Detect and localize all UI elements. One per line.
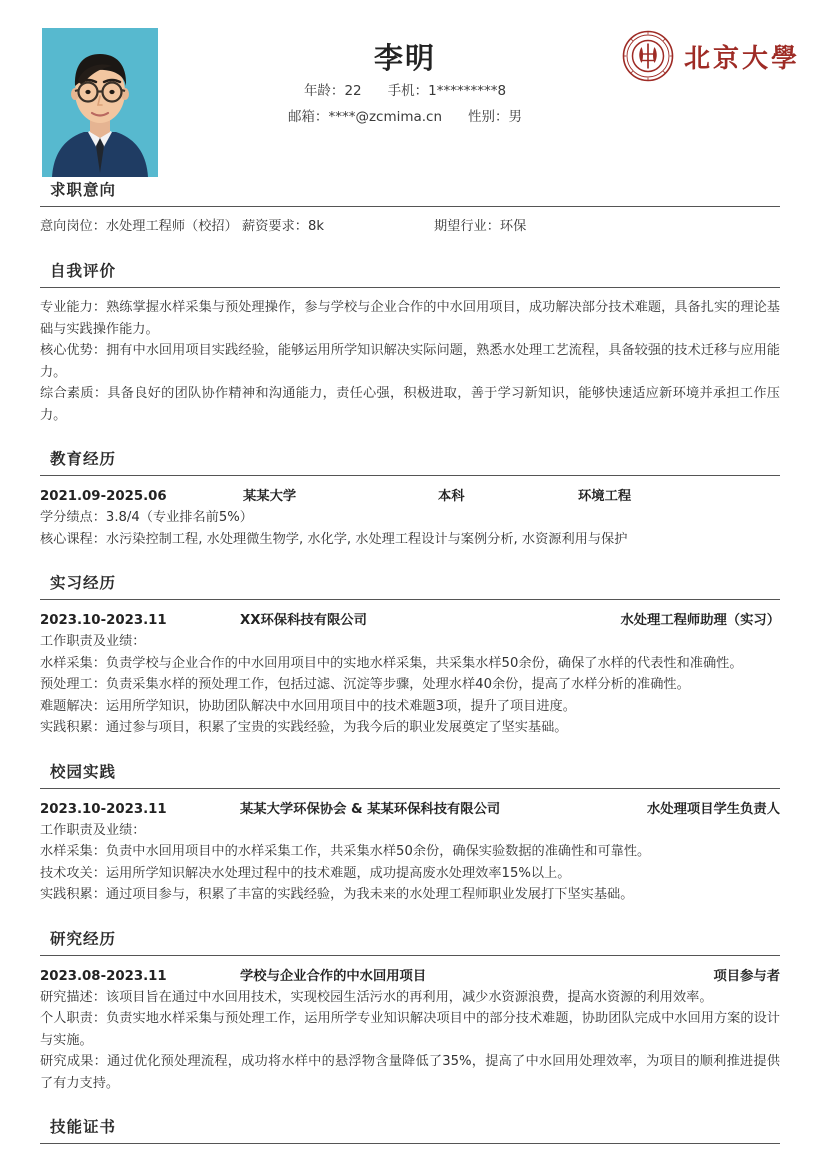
education-major: 环境工程: [578, 489, 632, 504]
internship-detail-line: 工作职责及业绩：: [40, 634, 146, 649]
internship-entry: [40, 609, 780, 739]
education-school: 某某大学: [243, 489, 297, 504]
profile-photo: [42, 28, 158, 177]
section-title-campus-practice: 校园实践: [40, 760, 780, 789]
age-value: 22: [344, 83, 362, 99]
school-logo: [622, 30, 800, 82]
campus-practice-detail-line: 技术攻关：运用所学知识解决水处理过程中的技术难题，成功提高废水处理效率15%以上。: [40, 865, 571, 881]
research-entry: [40, 965, 780, 1095]
page-title: 李明: [373, 41, 436, 75]
phone-label: 手机：: [387, 83, 429, 99]
research-detail-line: 个人职责：负责实地水样采集与预处理工作，运用所学专业知识解决项目中的部分技术难题，协助团队完成中水回用方案的设计与实施。: [40, 1011, 780, 1048]
profile-photo-image: [42, 28, 158, 177]
campus-practice-entry: [40, 798, 780, 906]
campus-practice-detail-line: 工作职责及业绩：: [40, 822, 146, 838]
university-seal-icon: [622, 30, 674, 82]
age-label: 年龄：: [303, 83, 345, 99]
meta-row-2: [190, 104, 620, 130]
research-detail-line: 研究描述：该项目旨在通过中水回用技术，实现校园生活污水的再利用，减少水资源浪费，提高水资源的利用效率。: [40, 989, 713, 1005]
education-date: 2021.09-2025.06: [40, 489, 167, 504]
job-intention-right: 期望行业：环保: [433, 219, 527, 234]
section-job-intention: [0, 178, 820, 238]
campus-practice-entry-header: [40, 798, 780, 817]
internship-detail-line: 预处理工：负责采集水样的预处理工作，包括过滤、沉淀等步骤，处理水样40余份，提高了水样分析的准确性。: [40, 677, 690, 692]
self-evaluation-line: 专业能力：熟练掌握水样采集与预处理操作，参与学校与企业合作的中水回用项目，成功解决部分技术难题，具备扎实的理论基础与实践操作能力。: [40, 300, 780, 337]
internship-entry-header: [40, 609, 780, 628]
section-skills: [0, 1115, 820, 1144]
section-title-research: 研究经历: [40, 927, 780, 956]
education-entry-header: [40, 485, 780, 504]
internship-detail-line: 难题解决：运用所学知识，协助团队解决中水回用项目中的技术难题3项，提升了项目进度。: [40, 698, 576, 714]
section-campus-practice: [0, 760, 820, 906]
section-title-self-evaluation: 自我评价: [40, 259, 780, 288]
section-self-evaluation: [0, 259, 820, 426]
education-detail-line: 学分绩点：3.8/4（专业排名前5%）: [40, 510, 253, 525]
job-intention-row: [40, 216, 780, 238]
campus-practice-org: 某某大学环保协会 & 某某环保科技有限公司: [240, 801, 501, 817]
internship-company: XX环保科技有限公司: [240, 613, 367, 628]
resume-header: [0, 0, 820, 178]
self-evaluation-line: 综合素质：具备良好的团队协作精神和沟通能力，责任心强，积极进取，善于学习新知识，能够快速适应新环境并承担工作压力。: [40, 386, 780, 423]
research-date: 2023.08-2023.11: [40, 968, 167, 984]
campus-practice-detail-line: 水样采集：负责中水回用项目中的水样采集工作，共采集水样50余份，确保实验数据的准确性和可靠性。: [40, 844, 651, 859]
campus-practice-detail-line: 实践积累：通过项目参与，积累了丰富的实践经验，为我未来的水处理工程师职业发展打下坚实基础。: [40, 887, 634, 902]
section-title-job-intention: 求职意向: [40, 178, 780, 207]
campus-practice-date: 2023.10-2023.11: [40, 801, 167, 817]
education-entry: [40, 485, 780, 550]
section-research: [0, 927, 820, 1095]
campus-practice-role: 水处理项目学生负责人: [647, 801, 780, 817]
education-degree: 本科: [438, 489, 465, 504]
section-education: [0, 447, 820, 550]
internship-detail-line: 水样采集：负责学校与企业合作的中水回用项目中的实地水样采集，共采集水样50余份，确保了水样的代表性和准确性。: [40, 655, 743, 671]
research-project: 学校与企业合作的中水回用项目: [240, 968, 427, 984]
research-role: 项目参与者: [713, 968, 780, 984]
self-evaluation-line: 核心优势：拥有中水回用项目实践经验，能够运用所学知识解决实际问题，熟悉水处理工艺流程，具备较强的技术迁移与应用能力。: [40, 343, 780, 380]
internship-date: 2023.10-2023.11: [40, 613, 167, 628]
gender-label: 性别：: [468, 109, 509, 125]
research-entry-header: [40, 965, 780, 984]
email-label: 邮箱：: [287, 109, 329, 125]
gender-value: 男: [508, 109, 523, 125]
identity-block: [190, 30, 620, 130]
section-title-skills: 技能证书: [40, 1115, 780, 1144]
job-intention-left: 意向岗位：水处理工程师（校招） 薪资要求：8k: [40, 219, 324, 234]
section-title-education: 教育经历: [40, 447, 780, 476]
section-title-internship: 实习经历: [40, 571, 780, 600]
internship-role: 水处理工程师助理（实习）: [620, 613, 780, 628]
internship-detail-line: 实践积累：通过参与项目，积累了宝贵的实践经验，为我今后的职业发展奠定了坚实基础。: [40, 720, 568, 735]
education-detail-line: 核心课程：水污染控制工程, 水处理微生物学, 水化学, 水处理工程设计与案例分析, 水资源利用与保护: [40, 531, 628, 547]
email-value: ****@zcmima.cn: [328, 109, 443, 125]
meta-row-1: [190, 78, 620, 104]
research-detail-line: 研究成果：通过优化预处理流程，成功将水样中的悬浮物含量降低了35%，提高了中水回用处理效率，为项目的顺利推进提供了有力支持。: [40, 1054, 780, 1091]
self-evaluation-body: [40, 297, 780, 426]
school-name-label: 北京大學: [683, 43, 800, 74]
section-internship: [0, 571, 820, 739]
phone-value: 1*********8: [428, 83, 507, 99]
